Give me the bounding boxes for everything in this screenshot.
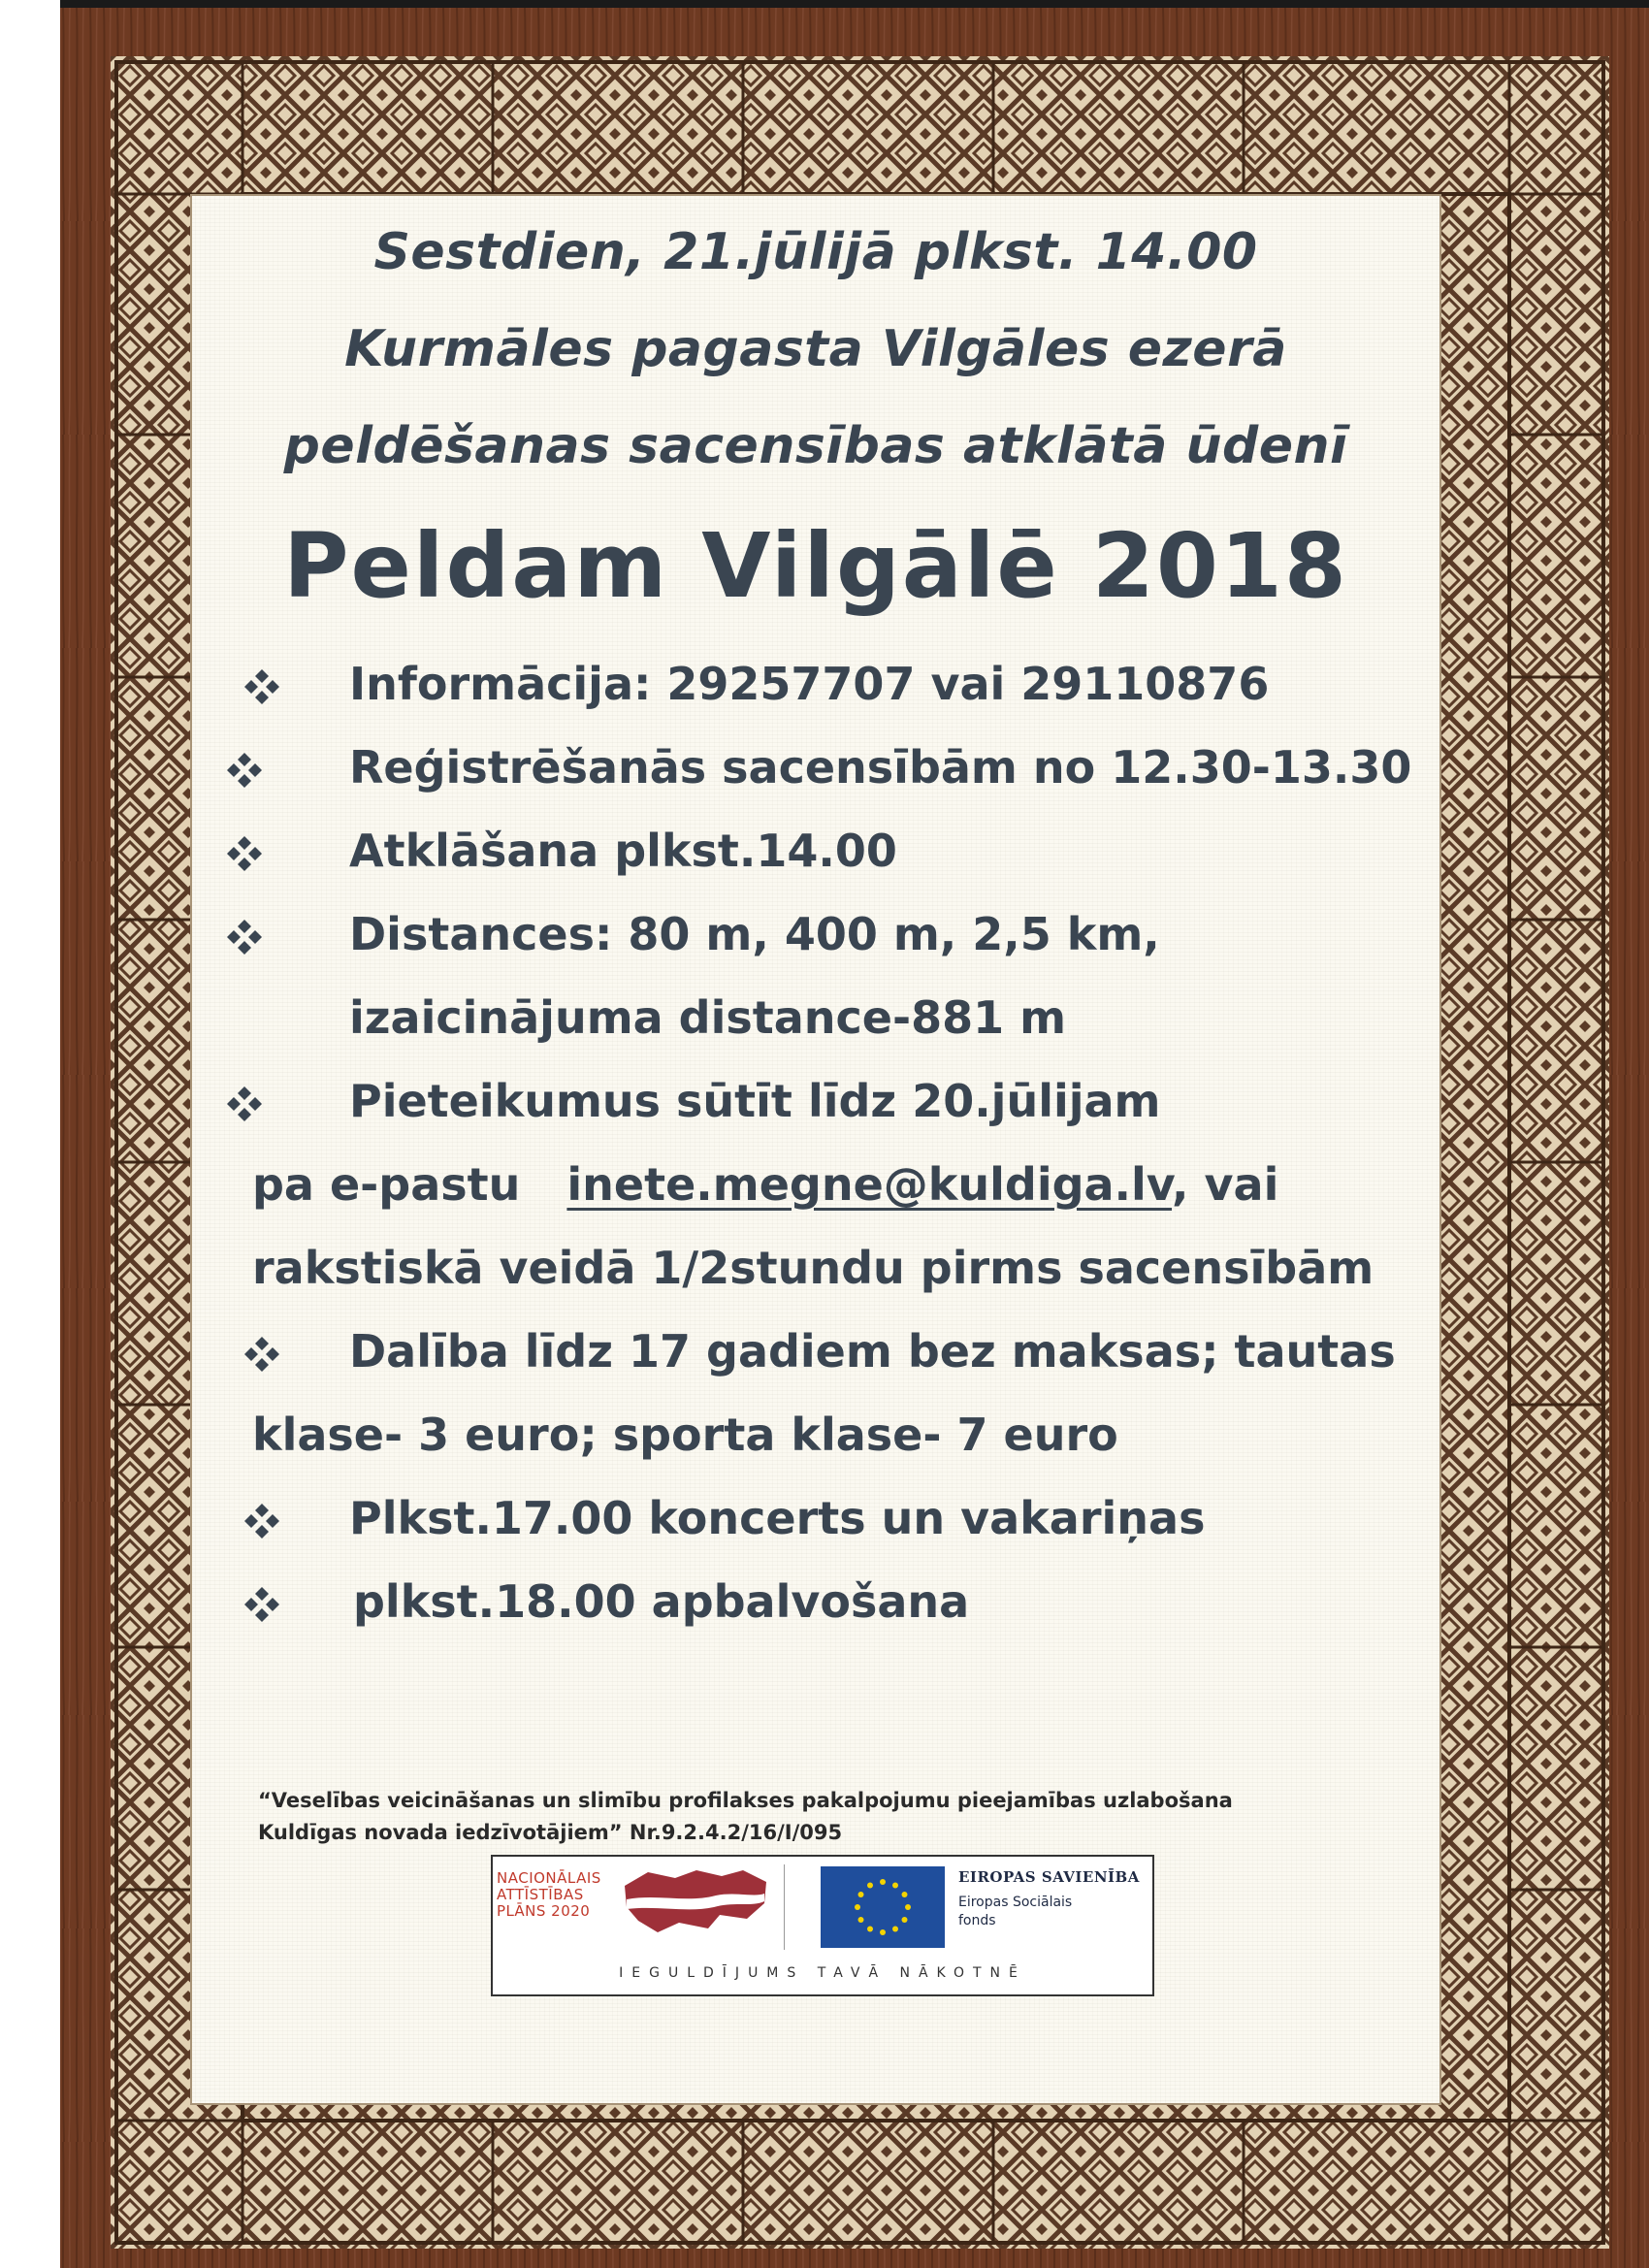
bullet-diamond-icon [225,918,264,956]
email-link[interactable]: inete.megne@kuldiga.lv [566,1158,1173,1211]
project-note-line-1: “Veselības veicināšanas un slimību profilakses pakalpojumu pieejamības uzlabošana [258,1789,1233,1812]
bullet-diamond-icon [225,751,264,790]
eu-flag-icon [821,1866,945,1948]
logo-divider [784,1864,785,1950]
email-line [252,1158,1278,1211]
bullet-diamond-icon [242,1585,281,1624]
eu-fund-line-1: Eiropas Sociālais [958,1895,1073,1910]
nap-line-2: ATTĪSTĪBAS [497,1886,584,1903]
bullet-diamond-icon [242,667,281,706]
bullet-diamond-icon [242,1502,281,1540]
bullet-diamond-icon [225,834,264,873]
written-application-line: rakstiskā veidā 1/2stundu pirms sacensībām [252,1242,1374,1294]
eu-fund-line-2: fonds [958,1913,996,1928]
applications-deadline-line: Pieteikumus sūtīt līdz 20.jūlijam [349,1075,1161,1127]
event-description: peldēšanas sacensības atklātā ūdenī [283,417,1348,475]
info-phone-line: Informācija: 29257707 vai 29110876 [349,658,1270,710]
funding-logos [491,1855,1154,1996]
bullet-diamond-icon [225,1085,264,1123]
eu-name: EIROPAS SAVIENĪBA [958,1868,1140,1886]
event-date: Sestdien, 21.jūlijā plkst. 14.00 [373,223,1258,281]
event-location: Kurmāles pagasta Vilgāles ezerā [344,320,1287,378]
challenge-distance-line: izaicinājuma distance-881 m [349,991,1067,1044]
poster-content [190,194,1441,2105]
scan-edge-line [60,0,1649,8]
bullet-diamond-icon [242,1335,281,1374]
eu-fund-name [958,1894,1143,1930]
funding-slogan: IEGULDĪJUMS TAVĀ NĀKOTNĒ [619,1965,1026,1981]
nap-line-1: NACIONĀLAIS [497,1869,601,1887]
nap-2020-logo-text [497,1870,603,1920]
opening-line: Atklāšana plkst.14.00 [349,825,897,877]
awards-line: plkst.18.00 apbalvošana [353,1575,970,1628]
project-note-line-2: Kuldīgas novada iedzīvotājiem” Nr.9.2.4.2/16/I/095 [258,1821,843,1844]
project-note [258,1785,1374,1849]
concert-line: Plkst.17.00 koncerts un vakariņas [349,1492,1206,1544]
registration-line: Reģistrēšanās sacensībām no 12.30-13.30 [349,741,1412,794]
latvia-map-icon [619,1864,774,1942]
fees-line-2: klase- 3 euro; sporta klase- 7 euro [252,1409,1118,1461]
scan-margin [0,0,60,2268]
email-prefix: pa e-pastu [252,1158,521,1211]
email-suffix: , vai [1172,1158,1279,1211]
nap-line-3: PLĀNS 2020 [497,1902,591,1920]
fees-line: Dalība līdz 17 gadiem bez maksas; tautas [349,1325,1396,1377]
event-title: Peldam Vilgālē 2018 [283,514,1348,618]
distances-line: Distances: 80 m, 400 m, 2,5 km, [349,908,1160,960]
